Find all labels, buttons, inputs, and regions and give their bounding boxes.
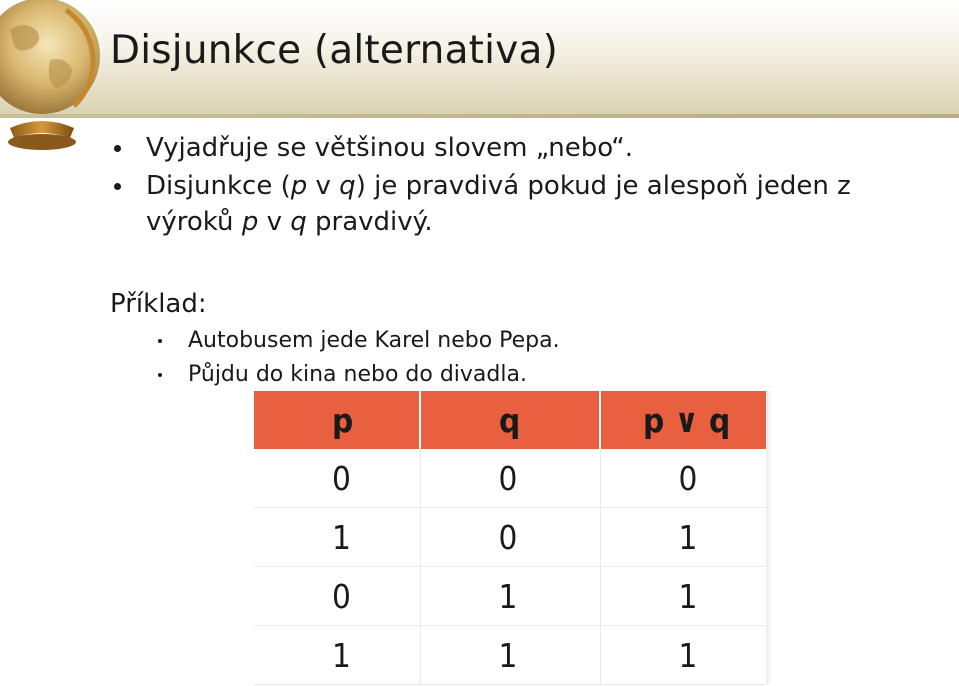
- example-list: [156, 324, 856, 392]
- table-cell: 0: [254, 449, 420, 508]
- variable-p: p: [290, 171, 308, 201]
- bullet-text-part: v: [307, 171, 340, 201]
- table-row: [254, 449, 766, 508]
- header-cell-p: p: [254, 391, 420, 449]
- table-cell: 1: [600, 508, 766, 567]
- bullet-icon: [114, 145, 121, 152]
- table-row: [254, 626, 766, 685]
- bullet-text-part: ) je pravdivá pokud je alespoň jeden z výroků: [146, 171, 851, 237]
- table-row: [254, 567, 766, 626]
- truth-table: [254, 391, 766, 685]
- table-cell: 0: [600, 449, 766, 508]
- bullet-item: [110, 130, 930, 166]
- variable-p: p: [241, 207, 259, 237]
- bullet-text-part: v: [258, 207, 291, 237]
- sub-bullet-icon: [158, 373, 162, 377]
- sub-bullet-icon: [158, 339, 162, 343]
- table-header-row: [254, 391, 766, 449]
- header-divider: [0, 114, 959, 118]
- slide-title: Disjunkce (alternativa): [110, 28, 558, 73]
- variable-q: q: [339, 171, 356, 201]
- table-row: [254, 508, 766, 567]
- table-cell: 1: [254, 508, 420, 567]
- table-shadow: [766, 391, 772, 684]
- table-cell: 1: [600, 626, 766, 685]
- example-text: Půjdu do kina nebo do divadla.: [188, 362, 527, 387]
- bullet-text-part: pravdivý.: [306, 207, 433, 237]
- bullet-text-part: Disjunkce (: [146, 171, 291, 201]
- table-cell: 1: [420, 567, 600, 626]
- example-label: Příklad:: [110, 289, 207, 319]
- bullet-text: Vyjadřuje se většinou slovem „nebo“.: [146, 133, 633, 163]
- table-cell: 1: [420, 626, 600, 685]
- header-cell-p-or-q: p ∨ q: [600, 391, 766, 449]
- example-text: Autobusem jede Karel nebo Pepa.: [188, 328, 560, 353]
- variable-q: q: [290, 207, 307, 237]
- table-cell: 1: [254, 626, 420, 685]
- example-item: [156, 324, 856, 358]
- table-cell: 0: [420, 508, 600, 567]
- bullet-item: [110, 168, 930, 240]
- bullet-list: [110, 130, 930, 240]
- table-cell: 1: [600, 567, 766, 626]
- table-cell: 0: [254, 567, 420, 626]
- globe-icon: [0, 0, 110, 160]
- bullet-icon: [114, 183, 121, 190]
- header-cell-q: q: [420, 391, 600, 449]
- example-item: [156, 358, 856, 392]
- table-cell: 0: [420, 449, 600, 508]
